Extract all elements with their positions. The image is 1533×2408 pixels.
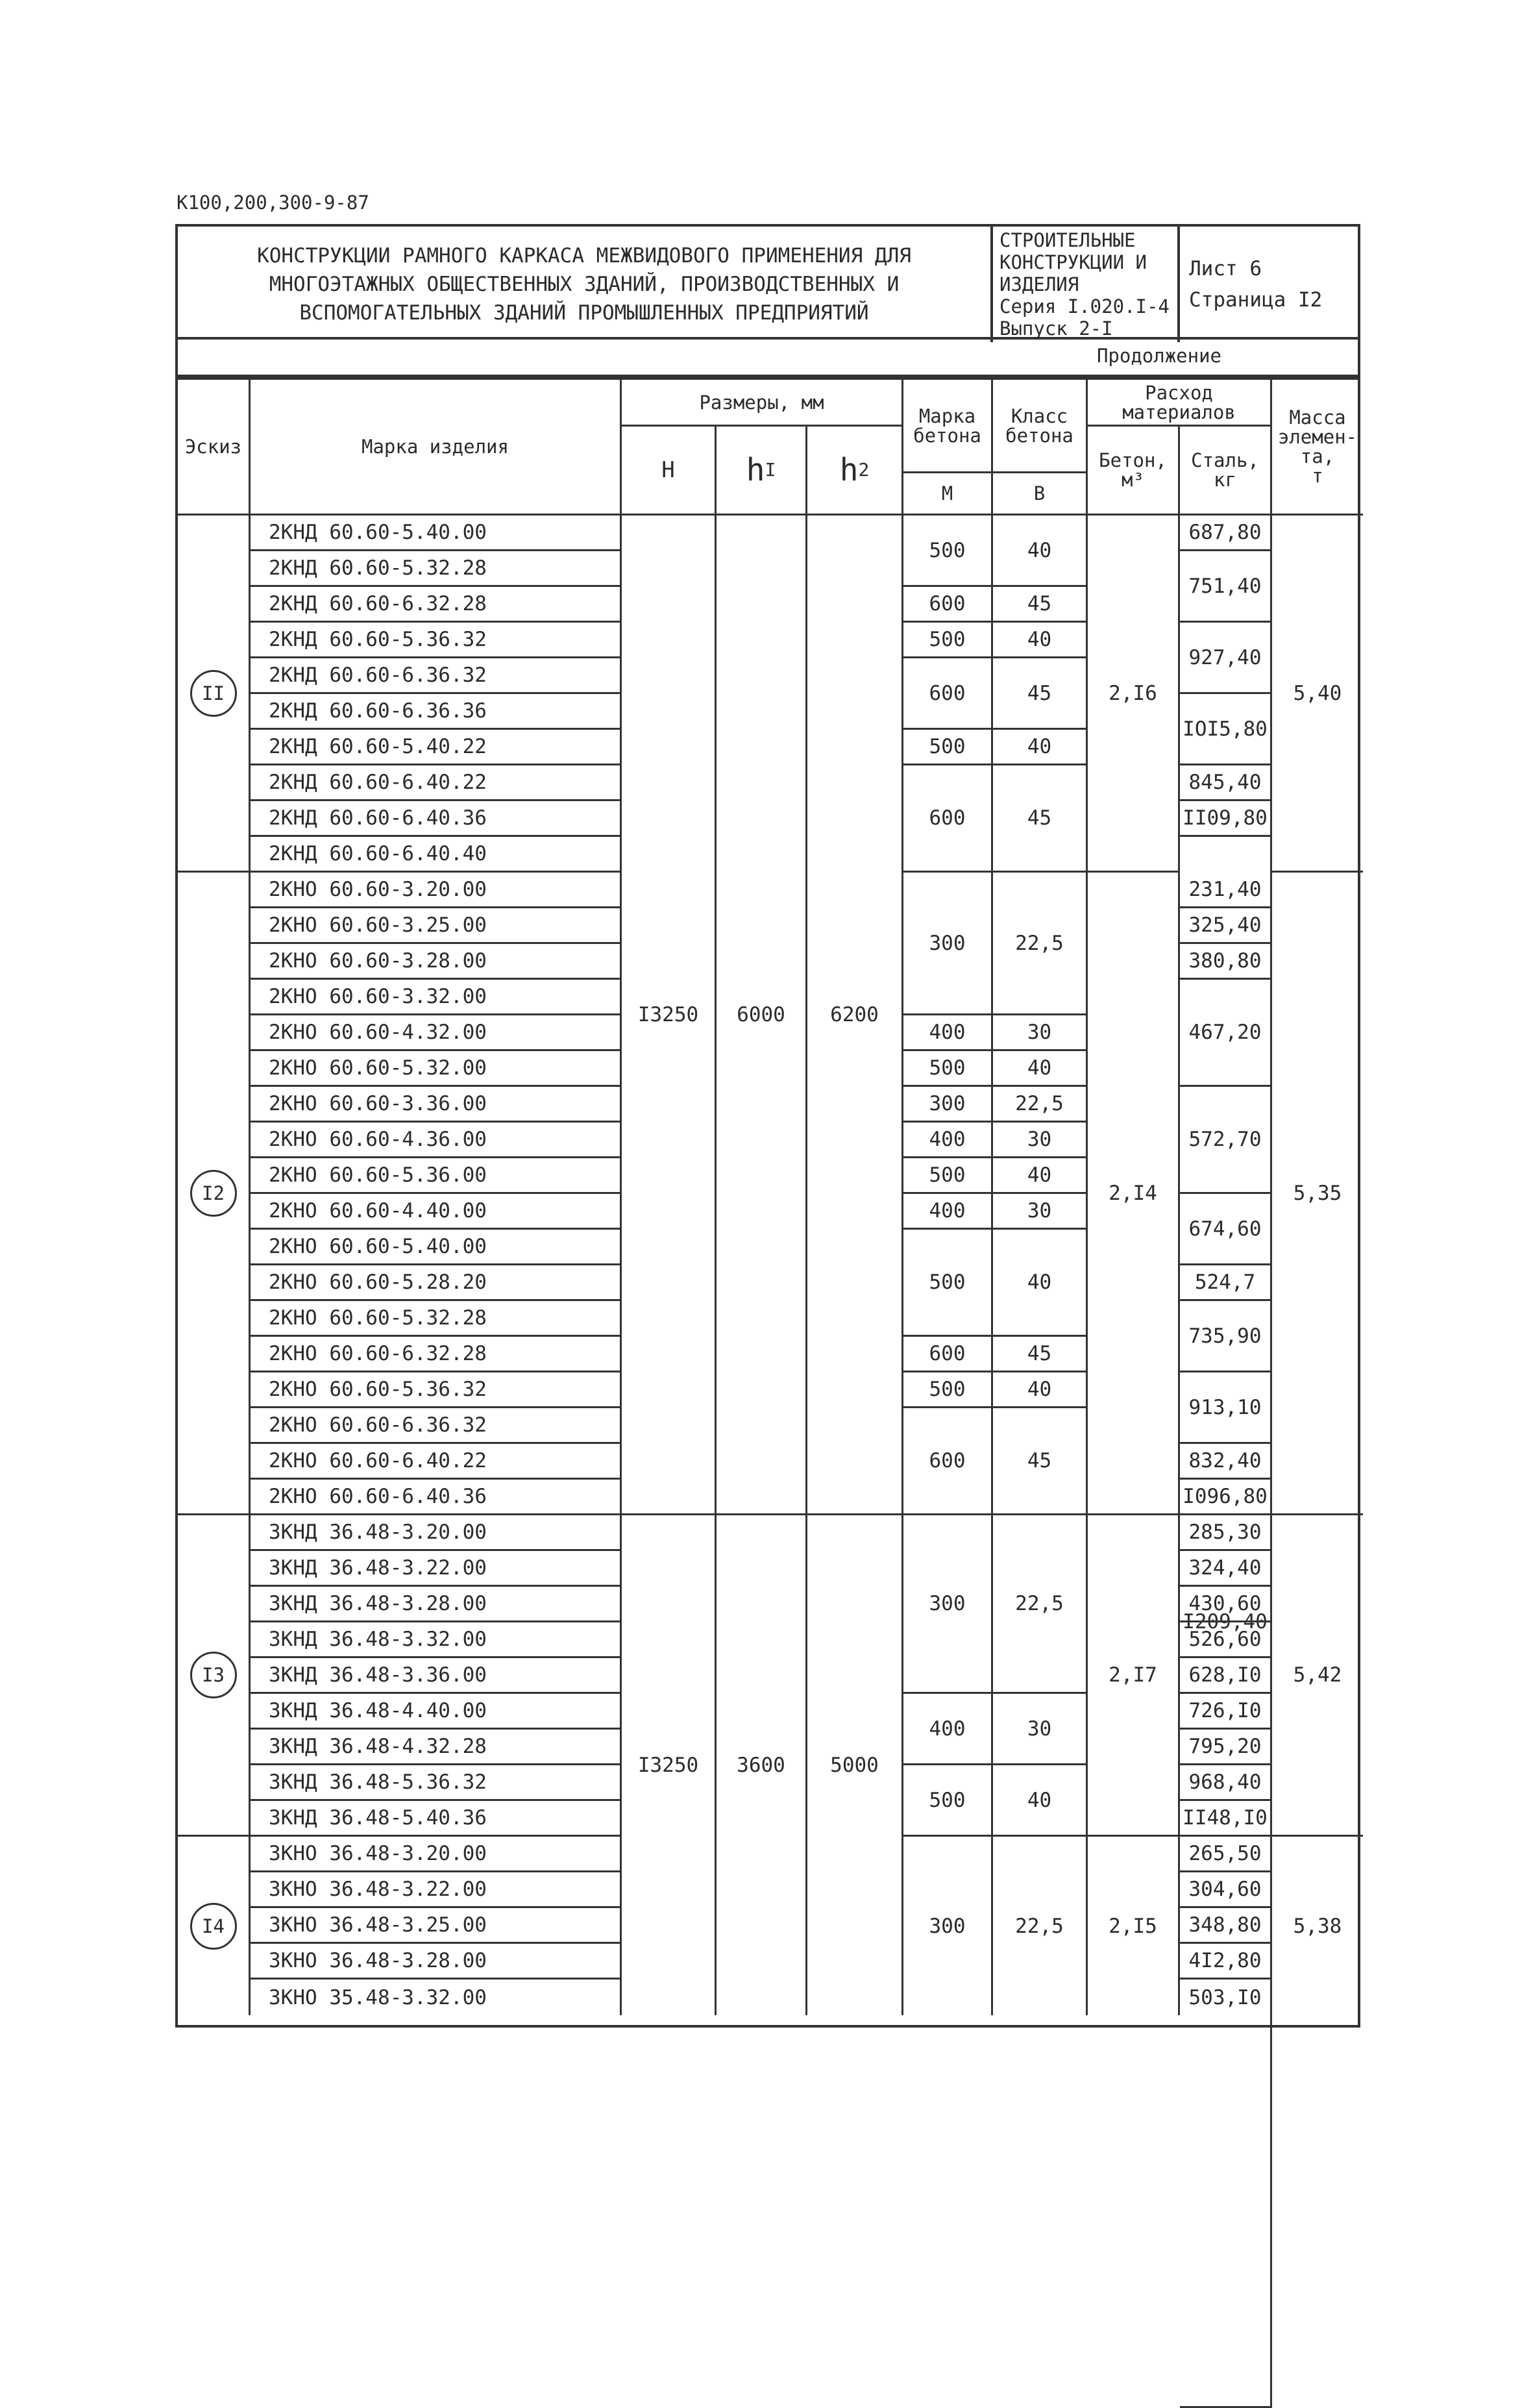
concrete-mark: 500	[903, 1372, 993, 1408]
series-line: Серия I.020.I-4	[1000, 295, 1170, 317]
product-mark: 2КНД 60.60-6.32.28	[251, 587, 622, 623]
concrete-class: 40	[993, 515, 1088, 587]
concrete-class: 45	[993, 765, 1088, 873]
element-mass: 5,35	[1272, 873, 1363, 1515]
concrete-class: 40	[993, 1372, 1088, 1408]
product-mark: 2КНО 60.60-3.28.00	[251, 944, 622, 980]
product-mark: 2КНД 60.60-6.40.22	[251, 765, 622, 801]
concrete-mark: 400	[903, 1123, 993, 1158]
concrete-class: 22,5	[993, 1087, 1088, 1123]
steel-consumption: 4I2,80	[1180, 1944, 1272, 1980]
header-concrete-class: Класс бетона	[993, 380, 1088, 473]
product-mark: 2КНО 60.60-5.40.00	[251, 1230, 622, 1265]
title-line: КОНСТРУКЦИИ РАМНОГО КАРКАСА МЕЖВИДОВОГО ПРИМЕНЕНИЯ ДЛЯ	[257, 244, 911, 267]
steel-consumption: 304,60	[1180, 1872, 1272, 1908]
steel-consumption: 265,50	[1180, 1837, 1272, 1872]
product-mark: 2КНО 60.60-4.40.00	[251, 1194, 622, 1230]
concrete-class: 45	[993, 587, 1088, 623]
concrete-class: 22,5	[993, 1837, 1088, 2015]
steel-consumption: 687,80	[1180, 515, 1272, 551]
concrete-mark: 500	[903, 623, 993, 658]
concrete-volume: 2,I4	[1088, 873, 1180, 1515]
steel-consumption: 467,20	[1180, 980, 1272, 1087]
steel-consumption: 674,60	[1180, 1194, 1272, 1265]
steel-consumption: 927,40	[1180, 623, 1272, 694]
document-code: К100,200,300-9-87	[177, 192, 369, 214]
steel-consumption: 348,80	[1180, 1908, 1272, 1944]
concrete-mark: 500	[903, 1051, 993, 1087]
size-h1: 6000	[717, 515, 807, 1515]
concrete-mark: 300	[903, 1087, 993, 1123]
header-sketch: Эскиз	[178, 380, 251, 515]
product-mark: 3КНД 36.48-4.40.00	[251, 1694, 622, 1730]
document-frame	[175, 224, 1360, 2028]
concrete-mark: 500	[903, 1765, 993, 1837]
continuation-text: Продолжение	[1096, 345, 1221, 367]
product-mark: 3КНД 36.48-5.40.36	[251, 1801, 622, 1837]
steel-consumption: 628,I0	[1180, 1658, 1272, 1694]
title-line: ВСПОМОГАТЕЛЬНЫХ ЗДАНИЙ ПРОМЫШЛЕННЫХ ПРЕДПРИЯТИЙ	[299, 301, 869, 325]
steel-consumption: 845,40	[1180, 765, 1272, 801]
element-mass: 5,42	[1272, 1515, 1363, 1837]
product-mark: 2КНД 60.60-6.40.40	[251, 837, 622, 873]
steel-consumption: 324,40	[1180, 1551, 1272, 1587]
series-block	[993, 227, 1180, 342]
steel-consumption: 735,90	[1180, 1301, 1272, 1372]
concrete-mark: 600	[903, 658, 993, 730]
header-concrete-mark: Марка бетона	[903, 380, 993, 473]
header-consumption: Расход материалов	[1088, 380, 1272, 427]
size-H: I3250	[622, 1515, 717, 2015]
product-mark: 2КНО 60.60-4.32.00	[251, 1015, 622, 1051]
concrete-class: 40	[993, 1765, 1088, 1837]
series-line: Выпуск 2-I	[1000, 317, 1113, 340]
product-mark: 3КНО 36.48-3.20.00	[251, 1837, 622, 1872]
concrete-mark: 300	[903, 873, 993, 1015]
header-sizes: Размеры, мм	[622, 380, 903, 427]
product-mark: 3КНД 36.48-5.36.32	[251, 1765, 622, 1801]
steel-consumption: 572,70	[1180, 1087, 1272, 1194]
product-mark: 2КНД 60.60-6.36.36	[251, 694, 622, 730]
product-mark: 2КНО 60.60-3.32.00	[251, 980, 622, 1015]
header-concrete-volume: Бетон, м³	[1088, 427, 1180, 515]
product-mark: 3КНО 36.48-3.28.00	[251, 1944, 622, 1980]
concrete-class: 40	[993, 1230, 1088, 1337]
header-steel: Сталь, кг	[1180, 427, 1272, 515]
concrete-class: 30	[993, 1123, 1088, 1158]
sketch-cell	[178, 515, 251, 873]
steel-consumption: 503,I0	[1180, 1980, 1272, 2015]
concrete-class: 40	[993, 1051, 1088, 1087]
concrete-mark: 500	[903, 1230, 993, 1337]
concrete-class: 30	[993, 1694, 1088, 1765]
sheet-block	[1180, 227, 1363, 342]
concrete-class: 45	[993, 658, 1088, 730]
header-concrete-class-unit: В	[993, 473, 1088, 515]
steel-consumption: 325,40	[1180, 908, 1272, 944]
sketch-number-badge: I3	[190, 1652, 237, 1698]
product-mark: 2КНО 60.60-5.32.00	[251, 1051, 622, 1087]
steel-consumption: 524,7	[1180, 1265, 1272, 1301]
concrete-class: 40	[993, 1158, 1088, 1194]
size-h2: 6200	[807, 515, 903, 1515]
steel-consumption: 968,40	[1180, 1765, 1272, 1801]
concrete-mark: 400	[903, 1194, 993, 1230]
concrete-class: 30	[993, 1015, 1088, 1051]
concrete-class: 22,5	[993, 1515, 1088, 1694]
steel-consumption: 285,30	[1180, 1515, 1272, 1551]
sketch-number-badge: I4	[190, 1903, 237, 1950]
product-mark: 2КНО 60.60-5.28.20	[251, 1265, 622, 1301]
product-mark: 3КНО 35.48-3.32.00	[251, 1980, 622, 2015]
sketch-number-badge: I2	[190, 1170, 237, 1217]
product-mark: 2КНД 60.60-6.36.32	[251, 658, 622, 694]
concrete-mark: 500	[903, 730, 993, 765]
concrete-mark: 600	[903, 587, 993, 623]
steel-consumption: II48,I0	[1180, 1801, 1272, 1837]
concrete-mark: 600	[903, 765, 993, 873]
concrete-class: 30	[993, 1194, 1088, 1230]
header-h1: h I	[717, 427, 807, 515]
continuation-label	[175, 337, 1360, 377]
steel-consumption: 231,40	[1180, 873, 1272, 908]
sketch-number-badge: II	[190, 670, 237, 717]
steel-consumption: I096,80	[1180, 1480, 1272, 1515]
element-mass: 5,40	[1272, 515, 1363, 873]
concrete-volume: 2,I5	[1088, 1837, 1180, 2015]
series-line: КОНСТРУКЦИИ И	[1000, 251, 1147, 273]
product-mark: 2КНО 60.60-3.20.00	[251, 873, 622, 908]
product-mark: 2КНО 60.60-6.40.36	[251, 1480, 622, 1515]
concrete-mark: 300	[903, 1837, 993, 2015]
element-mass: 5,38	[1293, 1914, 1342, 1938]
steel-consumption: I209,40	[1180, 837, 1272, 2408]
product-mark: 2КНО 60.60-5.32.28	[251, 1301, 622, 1337]
sketch-cell	[178, 1515, 251, 1837]
product-mark: 2КНД 60.60-5.36.32	[251, 623, 622, 658]
concrete-class: 40	[993, 730, 1088, 765]
product-mark: 2КНО 60.60-5.36.32	[251, 1372, 622, 1408]
product-mark: 2КНО 60.60-3.36.00	[251, 1087, 622, 1123]
page-number: Страница I2	[1189, 288, 1323, 312]
steel-consumption: IOI5,80	[1180, 694, 1272, 765]
product-mark: 2КНД 60.60-5.40.00	[251, 515, 622, 551]
steel-consumption: 751,40	[1180, 551, 1272, 623]
concrete-class: 40	[993, 623, 1088, 658]
document-title	[178, 227, 993, 342]
concrete-mark: 400	[903, 1015, 993, 1051]
series-line: ИЗДЕЛИЯ	[1000, 273, 1079, 295]
steel-consumption: II09,80	[1180, 801, 1272, 837]
size-h1: 3600	[717, 1515, 807, 2015]
title-block	[175, 224, 1360, 340]
header-concrete-mark-unit: М	[903, 473, 993, 515]
product-mark: 3КНД 36.48-3.28.00	[251, 1587, 622, 1622]
concrete-mark: 500	[903, 515, 993, 587]
product-mark: 2КНО 60.60-4.36.00	[251, 1123, 622, 1158]
steel-consumption: 795,20	[1180, 1730, 1272, 1765]
size-h2: 5000	[807, 1515, 903, 2015]
product-mark: 3КНО 36.48-3.25.00	[251, 1908, 622, 1944]
specification-table	[175, 377, 1360, 2028]
product-mark: 3КНД 36.48-3.36.00	[251, 1658, 622, 1694]
product-mark: 2КНО 60.60-5.36.00	[251, 1158, 622, 1194]
product-mark: 3КНД 36.48-4.32.28	[251, 1730, 622, 1765]
concrete-volume: 2,I6	[1088, 515, 1180, 873]
product-mark: 2КНД 60.60-5.32.28	[251, 551, 622, 587]
product-mark: 3КНД 36.48-3.32.00	[251, 1622, 622, 1658]
concrete-mark: 300	[903, 1515, 993, 1694]
concrete-class: 45	[993, 1337, 1088, 1372]
concrete-mark: 500	[903, 1158, 993, 1194]
concrete-mark: 400	[903, 1694, 993, 1765]
concrete-class: 22,5	[993, 873, 1088, 1015]
product-mark: 2КНО 60.60-6.32.28	[251, 1337, 622, 1372]
size-H: I3250	[622, 515, 717, 1515]
product-mark: 2КНД 60.60-6.40.36	[251, 801, 622, 837]
sketch-cell	[178, 873, 251, 1515]
title-line: МНОГОЭТАЖНЫХ ОБЩЕСТВЕННЫХ ЗДАНИЙ, ПРОИЗВОДСТВЕННЫХ И	[269, 273, 900, 296]
header-h2: h 2	[807, 427, 903, 515]
sheet-number: Лист 6	[1189, 257, 1262, 280]
steel-consumption: 430,60	[1180, 1587, 1272, 1622]
product-mark: 3КНД 36.48-3.20.00	[251, 1515, 622, 1551]
product-mark: 2КНО 60.60-6.40.22	[251, 1444, 622, 1480]
product-mark: 3КНО 36.48-3.22.00	[251, 1872, 622, 1908]
steel-consumption: 380,80	[1180, 944, 1272, 980]
concrete-volume: 2,I7	[1088, 1515, 1180, 1837]
product-mark: 2КНО 60.60-6.36.32	[251, 1408, 622, 1444]
concrete-mark: 600	[903, 1408, 993, 1515]
series-line: СТРОИТЕЛЬНЫЕ	[1000, 229, 1136, 251]
product-mark: 2КНД 60.60-5.40.22	[251, 730, 622, 765]
header-mark: Марка изделия	[251, 380, 622, 515]
steel-consumption: 726,I0	[1180, 1694, 1272, 1730]
header-mass: Масса элемен- та, т	[1272, 380, 1363, 515]
concrete-class: 45	[993, 1408, 1088, 1515]
product-mark: 2КНО 60.60-3.25.00	[251, 908, 622, 944]
steel-consumption: 526,60	[1180, 1622, 1272, 1658]
product-mark: 3КНД 36.48-3.22.00	[251, 1551, 622, 1587]
steel-consumption: 832,40	[1180, 1444, 1272, 1480]
header-H: H	[622, 427, 717, 515]
steel-consumption: 913,10	[1180, 1372, 1272, 1444]
sketch-cell	[178, 1837, 251, 2015]
concrete-mark: 600	[903, 1337, 993, 1372]
